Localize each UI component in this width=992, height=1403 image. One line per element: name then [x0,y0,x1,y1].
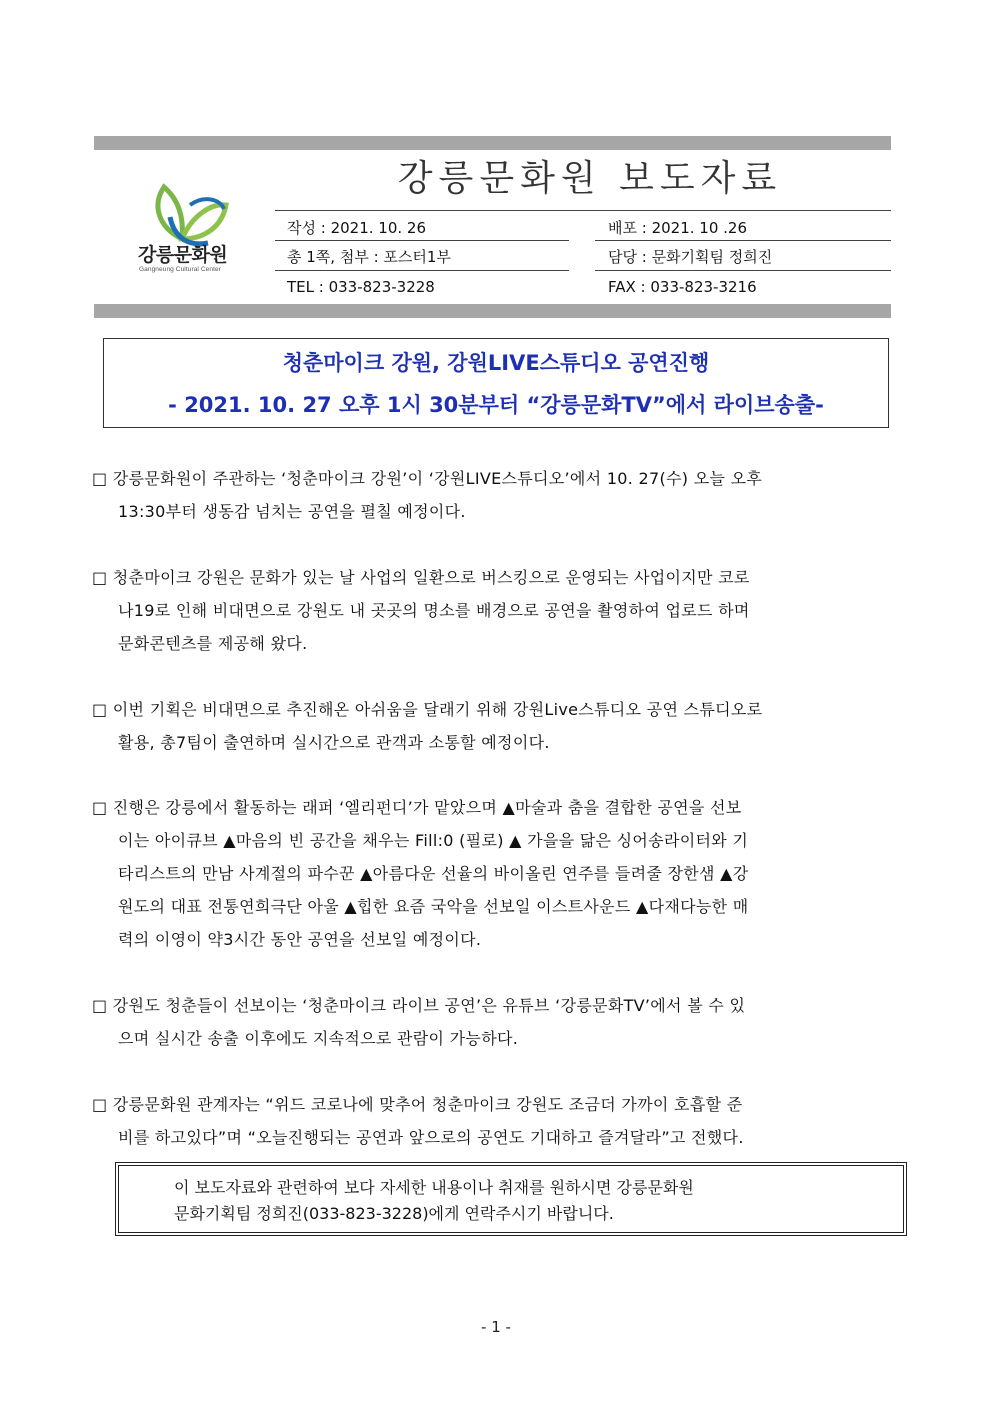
paragraph-line: □ 청춘마이크 강원은 문화가 있는 날 사업의 일환으로 버스킹으로 운영되는 사업이지만 코로 [92,568,750,587]
document-title: 강릉문화원 보도자료 [397,158,783,199]
pages-attachments: 총 1쪽, 첨부 : 포스터1부 [287,248,451,266]
paragraph [92,989,900,1055]
paragraph-line: 13:30부터 생동감 넘치는 공연을 펼칠 예정이다. [118,502,466,521]
paragraph [92,1088,900,1154]
paragraph [92,462,900,528]
written-date: 작성 : 2021. 10. 26 [287,219,426,237]
meta-divider [275,240,569,241]
headline-subtitle: - 2021. 10. 27 오후 1시 30분부터 “강릉문화TV”에서 라이브송출- [168,393,824,417]
contact-line: 이 보도자료와 관련하여 보다 자세한 내용이나 취재를 원하시면 강릉문화원 [174,1178,694,1197]
paragraph [92,693,900,759]
org-name: 강릉문화원 [138,244,228,266]
paragraph [92,791,900,956]
distributed-date: 배포 : 2021. 10 .26 [608,219,747,237]
contact-line: 문화기획팀 정희진(033-823-3228)에게 연락주시기 바랍니다. [174,1204,614,1223]
top-divider-bar [94,136,891,150]
paragraph-line: □ 이번 기획은 비대면으로 추진해온 아쉬움을 달래기 위해 강원Live스튜디오 공연 스튜디오로 [92,700,763,719]
headline-title: 청춘마이크 강원, 강원LIVE스튜디오 공연진행 [282,351,710,375]
paragraph-line: 문화콘텐츠를 제공해 왔다. [118,634,308,653]
paragraph-line: □ 강원도 청춘들이 선보이는 ‘청춘마이크 라이브 공연’은 유튜브 ‘강릉문화TV’에서 볼 수 있 [92,996,746,1015]
headline-box [103,338,889,428]
paragraph [92,561,900,660]
fax-number: FAX : 033-823-3216 [608,278,757,296]
paragraph-line: 원도의 대표 전통연희극단 아울 ▲힙한 요즘 국악을 선보일 이스트사운드 ▲다재다능한 매 [118,897,749,916]
paragraph-line: □ 강릉문화원이 주관하는 ‘청춘마이크 강원’이 ‘강원LIVE스튜디오’에서 10. 27(수) 오늘 오후 [92,469,763,488]
meta-divider [275,270,569,271]
contact-person: 담당 : 문화기획팀 정희진 [608,248,773,266]
paragraph-line: 타리스트의 만남 사계절의 파수꾼 ▲아름다운 선율의 바이올린 연주를 들려줄 장한샘 ▲강 [118,864,749,883]
tel-number: TEL : 033-823-3228 [287,278,435,296]
meta-divider [595,240,891,241]
paragraph-line: □ 진행은 강릉에서 활동하는 래퍼 ‘엘리펀디’가 맡았으며 ▲마술과 춤을 결합한 공연을 선보 [92,798,742,817]
paragraph-line: 나19로 인해 비대면으로 강원도 내 곳곳의 명소를 배경으로 공연을 촬영하여 업로드 하며 [118,601,750,620]
bottom-divider-bar [94,304,891,318]
paragraph-line: 으며 실시간 송출 이후에도 지속적으로 관람이 가능하다. [118,1029,519,1048]
meta-divider [595,270,891,271]
contact-box [115,1162,907,1236]
paragraph-line: 력의 이영이 약3시간 동안 공연을 선보일 예정이다. [118,930,482,949]
paragraph-line: 활용, 총7팀이 출연하며 실시간으로 관객과 소통할 예정이다. [118,733,550,752]
meta-divider [275,210,891,211]
paragraph-line: 이는 아이큐브 ▲마음의 빈 공간을 채우는 Fill:0 (필로) ▲ 가을을 닮은 싱어송라이터와 기 [118,831,749,850]
paragraph-line: □ 강릉문화원 관계자는 “위드 코로나에 맞추어 청춘마이크 강원도 조금더 가까이 호흡할 준 [92,1095,743,1114]
page-number: - 1 - [481,1318,511,1336]
paragraph-line: 비를 하고있다”며 “오늘진행되는 공연과 앞으로의 공연도 기대하고 즐겨달라”고 전했다. [118,1128,744,1147]
org-name-en: Gangneung Cultural Center [139,266,221,273]
